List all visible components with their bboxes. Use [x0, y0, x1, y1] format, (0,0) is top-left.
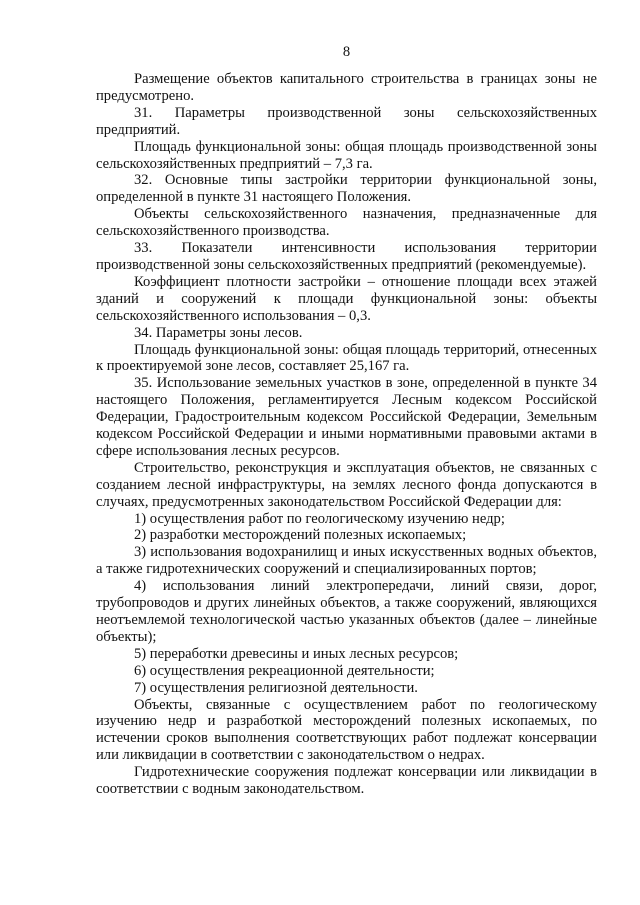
- section-heading-33: 33. Показатели интенсивности использования территории производственной зоны сельскохозяйственных предприятий (рекомендуемые).: [96, 240, 597, 273]
- document-body: [96, 71, 597, 798]
- paragraph: Коэффициент плотности застройки – отношение площади всех этажей зданий и сооружений к площади функциональной зоны: объекты сельскохозяйственного использования – 0,3.: [96, 273, 597, 324]
- list-item: 3) использования водохранилищ и иных искусственных водных объектов, а также гидротехнических сооружений и специализированных портов;: [96, 544, 597, 578]
- list-item: 5) переработки древесины и иных лесных ресурсов;: [134, 645, 459, 662]
- list-item: 4) использования линий электропередачи, линий связи, дорог, трубопроводов и других линейных объектов, а также сооружений, являющихся неотъемлемой технологической частью указанных объектов (далее – линейные объекты);: [96, 578, 597, 645]
- paragraph: Объекты сельскохозяйственного назначения, предназначенные для сельскохозяйственного производства.: [96, 206, 597, 240]
- list-item: 2) разработки месторождений полезных ископаемых;: [134, 527, 467, 544]
- section-heading-35: 35. Использование земельных участков в зоне, определенной в пункте 34 настоящего Положения, регламентируется Лесным кодексом Российской Федерации, Градостроительным кодексом Российской Федерации, Земельным кодексом Российской Федерации и иными нормативными правовыми актами в сфере использования лесных ресурсов.: [96, 375, 597, 459]
- paragraph: Размещение объектов капитального строительства в границах зоны не предусмотрено.: [96, 71, 597, 104]
- page-number: 8: [342, 44, 351, 60]
- paragraph: Объекты, связанные с осуществлением работ по геологическому изучению недр и разработкой месторождений полезных ископаемых, по истечении сроков выполнения соответствующих работ подлежат консервации или ликвидации в соответствии с законодательством о недрах.: [96, 696, 597, 764]
- list-item: 6) осуществления рекреационной деятельности;: [134, 662, 435, 679]
- section-heading-31: 31. Параметры производственной зоны сельскохозяйственных предприятий.: [96, 104, 597, 138]
- paragraph: Площадь функциональной зоны: общая площадь территорий, отнесенных к проектируемой зоне лесов, составляет 25,167 га.: [96, 341, 597, 375]
- paragraph: Гидротехнические сооружения подлежат консервации или ликвидации в соответствии с водным законодательством.: [96, 764, 597, 798]
- paragraph: Площадь функциональной зоны: общая площадь производственной зоны сельскохозяйственных предприятий – 7,3 га.: [96, 138, 597, 172]
- section-heading-32: 32. Основные типы застройки территории функциональной зоны, определенной в пункте 31 настоящего Положения.: [96, 172, 597, 206]
- list-item: 1) осуществления работ по геологическому изучению недр;: [134, 510, 505, 527]
- section-heading-34: 34. Параметры зоны лесов.: [134, 324, 303, 341]
- list-item: 7) осуществления религиозной деятельности.: [134, 679, 418, 696]
- paragraph: Строительство, реконструкция и эксплуатация объектов, не связанных с созданием лесной инфраструктуры, на землях лесного фонда допускаются в случаях, предусмотренных законодательством Российской Федерации для:: [96, 459, 597, 510]
